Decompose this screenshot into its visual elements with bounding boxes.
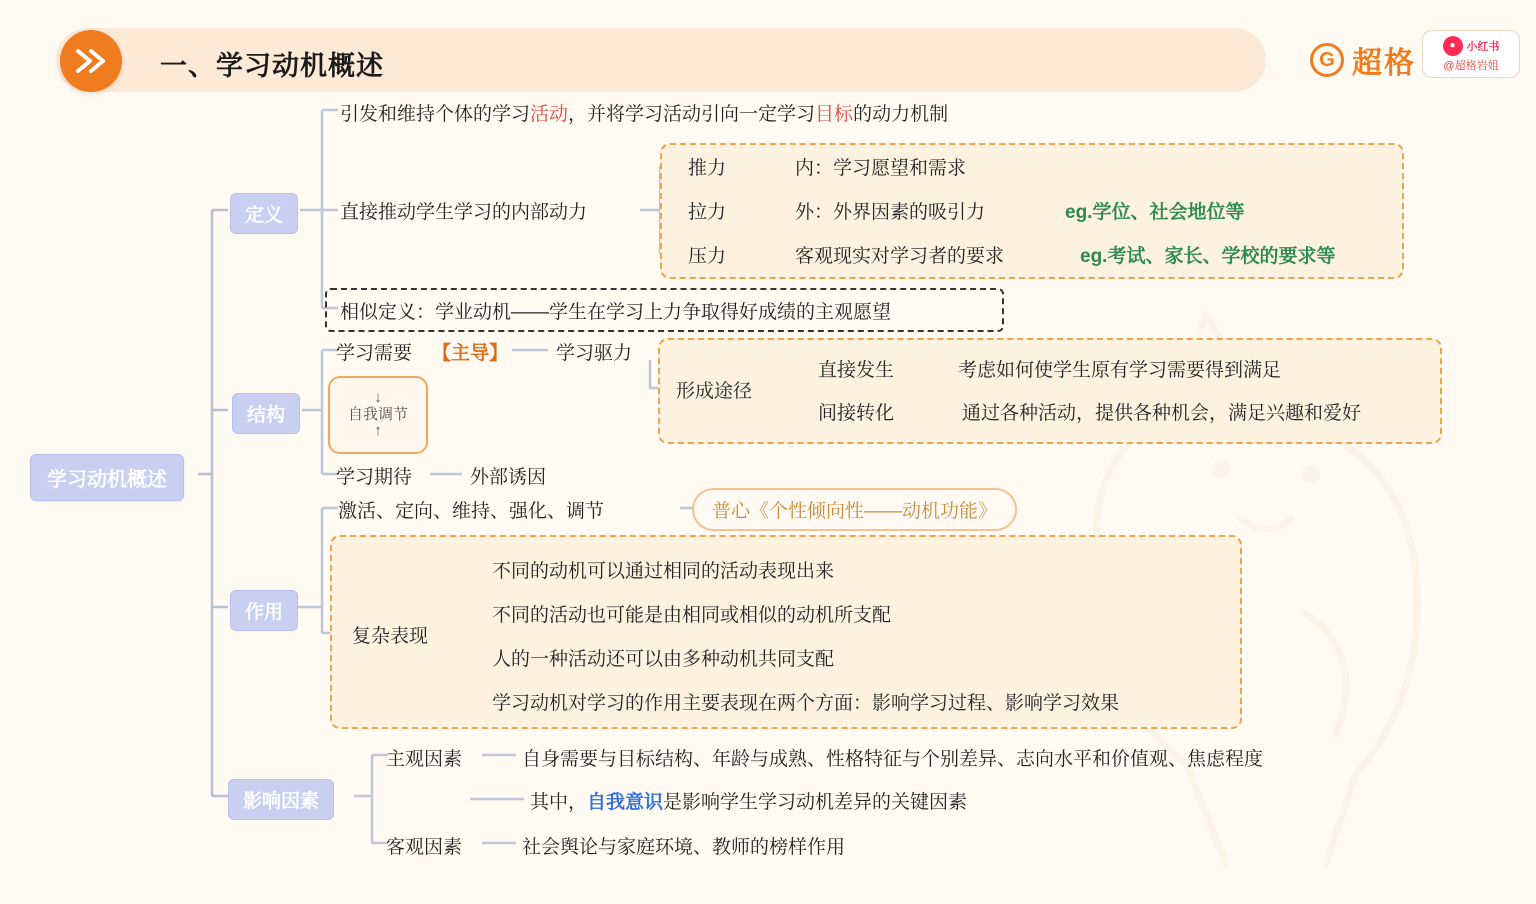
force-pressure-desc: 客观现实对学习者的要求 (795, 246, 1005, 267)
def1-part3: 目标 (815, 104, 854, 125)
xhs-label: 小红书 (1466, 40, 1500, 53)
influence-objective-desc: 社会舆论与家庭环境、教师的榜样作用 (522, 837, 846, 858)
structure-need-tag: 【主导】 (432, 343, 509, 364)
mindmap-root: 学习动机概述 (30, 454, 184, 501)
complex-item-1: 不同的动机可以通过相同的活动表现出来 (492, 561, 835, 582)
xhs-handle: @超格岩姐 (1443, 59, 1499, 72)
influence-objective-name: 客观因素 (386, 837, 463, 858)
force-pressure-eg: eg.考试、家长、学校的要求等 (1080, 246, 1336, 267)
branch-structure: 结构 (232, 393, 300, 434)
def1-part4: 的动力机制 (853, 104, 949, 125)
branch-function: 作用 (230, 590, 298, 631)
brand-logo-icon: G (1310, 43, 1344, 77)
path-title: 形成途径 (676, 381, 753, 402)
influence-note-part0: 其中， (530, 792, 588, 813)
arrow-down-icon: ↓ (374, 389, 382, 407)
influence-subjective-desc: 自身需要与目标结构、年龄与成熟、性格特征与个别差异、志向水平和价值观、焦虑程度 (522, 749, 1264, 770)
function-source-pill: 普心《个性倾向性——动机功能》 (692, 488, 1017, 531)
def1-part0: 引发和维持个体的学习 (340, 104, 531, 125)
self-regulation-label: 自我调节 (347, 405, 408, 423)
complex-title: 复杂表现 (352, 626, 429, 647)
influence-note-part2: 是影响学生学习动机差异的关键因素 (663, 792, 968, 813)
structure-expect-desc: 外部诱因 (470, 467, 547, 488)
force-push-name: 推力 (688, 158, 727, 179)
influence-note (530, 787, 967, 814)
def1-part2: ，并将学习活动引向一定学习 (568, 104, 816, 125)
structure-expect: 学习期待 (336, 467, 413, 488)
path-indirect-name: 间接转化 (818, 403, 895, 424)
force-pull-desc: 外：外界因素的吸引力 (795, 202, 986, 223)
path-direct-desc: 考虑如何使学生原有学习需要得到满足 (958, 360, 1282, 381)
xiaohongshu-watermark (1422, 30, 1520, 78)
complex-item-4: 学习动机对学习的作用主要表现在两个方面：影响学习过程、影响学习效果 (492, 693, 1120, 714)
force-pull-eg: eg.学位、社会地位等 (1065, 202, 1245, 223)
arrow-up-icon: ↑ (374, 422, 382, 440)
page-title: 一、学习动机概述 (160, 51, 384, 81)
influence-note-part1: 自我意识 (587, 792, 664, 813)
force-pull-name: 拉力 (688, 202, 727, 223)
def1-part1: 活动 (530, 104, 569, 125)
structure-need: 学习需要 (336, 343, 413, 364)
complex-item-3: 人的一种活动还可以由多种动机共同支配 (492, 649, 835, 670)
path-indirect-desc: 通过各种活动，提供各种机会，满足兴趣和爱好 (962, 403, 1362, 424)
branch-influence: 影响因素 (228, 779, 334, 820)
force-push-desc: 内：学习愿望和需求 (795, 158, 967, 179)
double-chevron-right-icon (60, 30, 122, 92)
definition-line-2: 直接推动学生学习的内部动力 (340, 202, 588, 223)
structure-path-box (658, 338, 1442, 444)
complex-item-2: 不同的活动也可能是由相同或相似的动机所支配 (492, 605, 892, 626)
self-regulation-node (328, 376, 428, 454)
definition-similar: 相似定义：学业动机——学生在学习上力争取得好成绩的主观愿望 (340, 302, 892, 323)
influence-subjective-name: 主观因素 (386, 749, 463, 770)
function-list: 激活、定向、维持、强化、调节 (338, 501, 605, 522)
structure-drive: 学习驱力 (556, 343, 633, 364)
brand-name: 超格 (1352, 47, 1416, 80)
force-pressure-name: 压力 (688, 246, 727, 267)
definition-line-1 (340, 99, 948, 126)
branch-definition: 定义 (230, 193, 298, 234)
path-direct-name: 直接发生 (818, 360, 895, 381)
brand-mark (1310, 38, 1416, 82)
xhs-badge-icon: ● (1443, 36, 1463, 56)
